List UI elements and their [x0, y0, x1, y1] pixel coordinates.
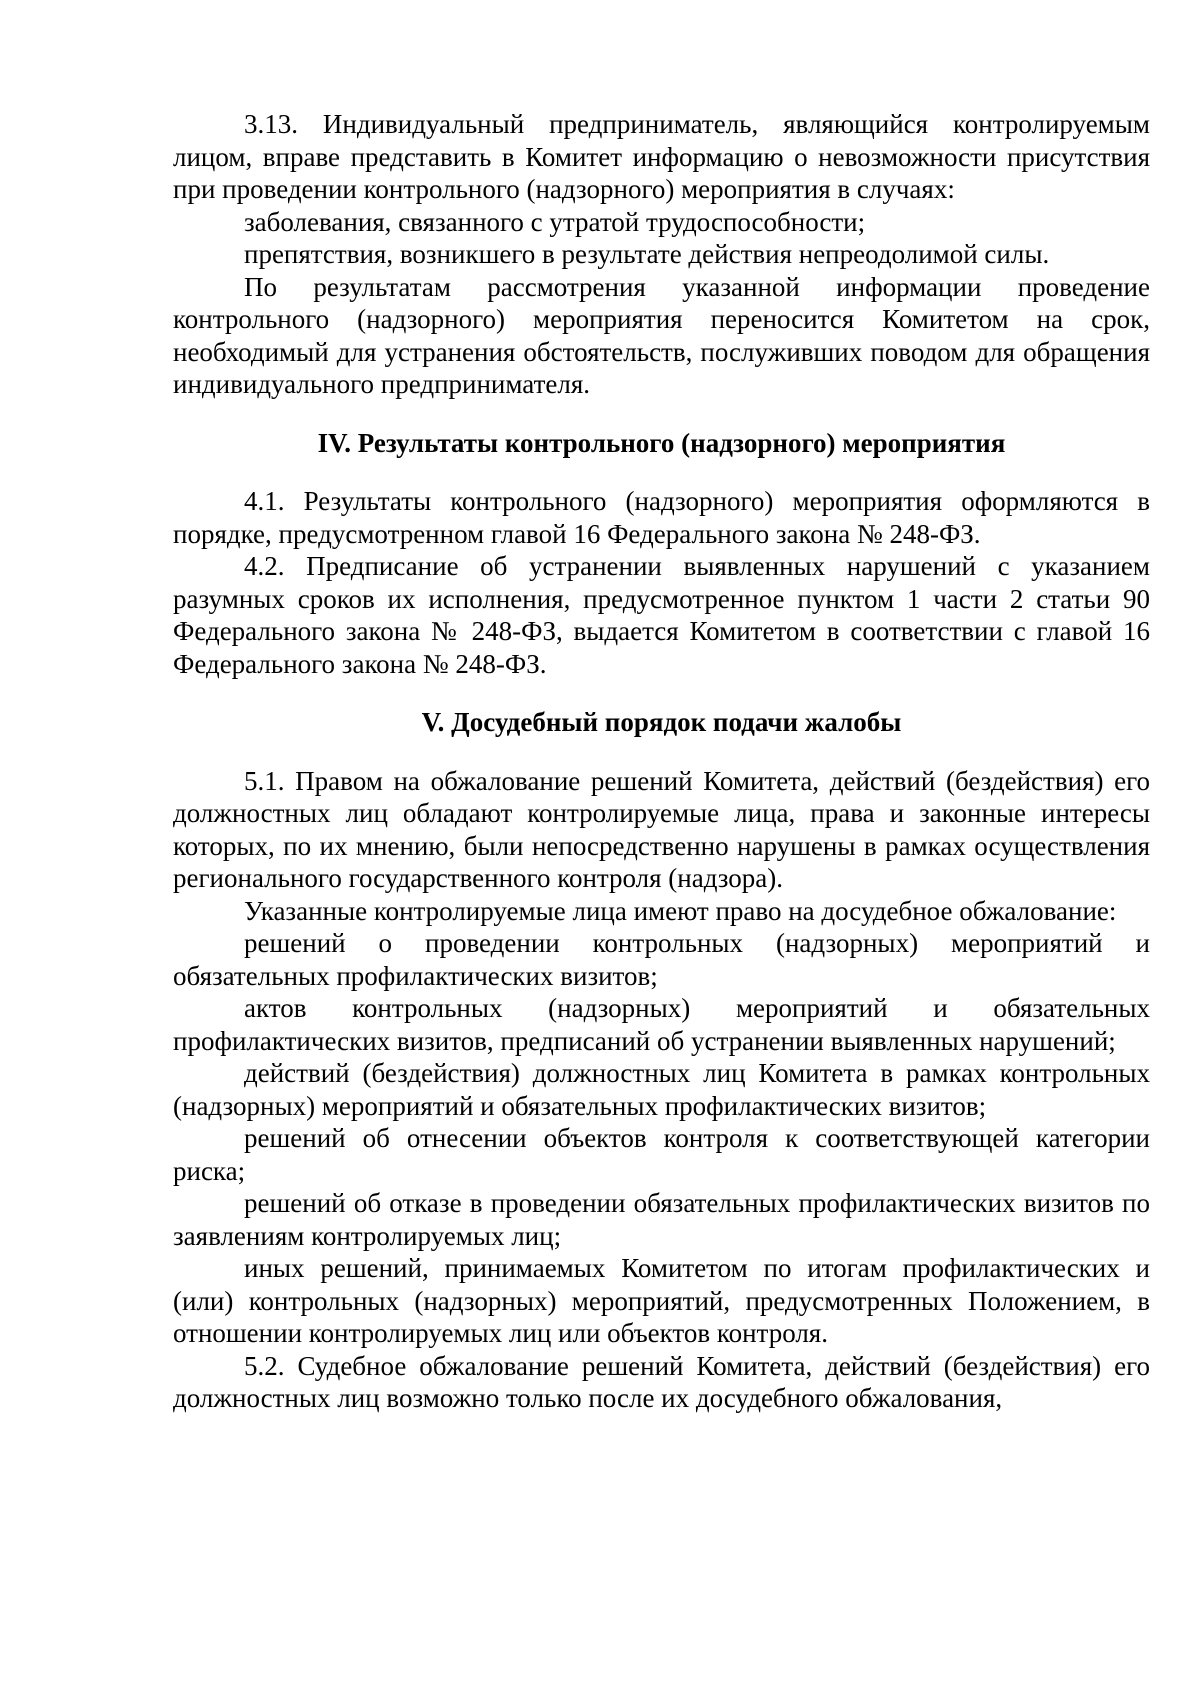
paragraph-postponement: По результатам рассмотрения указанной информации проведение контрольного (надзорного) мероприятия переносится Комитетом на срок, необходимый для устранения обстоятельств, послуживших поводом для обращения индивидуального предпринимателя.: [173, 271, 1150, 399]
list-item-decisions-on-conduct: решений о проведении контрольных (надзорных) мероприятий и обязательных профилактических визитов;: [173, 928, 1150, 991]
list-item-refusal-of-visits: решений об отказе в проведении обязательных профилактических визитов по заявлениям контролируемых лиц;: [173, 1188, 1150, 1251]
list-item-acts: актов контрольных (надзорных) мероприятий и обязательных профилактических визитов, предписаний об устранении выявленных нарушений;: [173, 993, 1150, 1056]
section-heading-iv: IV. Результаты контрольного (надзорного) мероприятия: [317, 427, 1006, 458]
list-item-actions-of-officials: действий (бездействия) должностных лиц Комитета в рамках контрольных (надзорных) мероприятий и обязательных профилактических визитов;: [173, 1058, 1150, 1121]
paragraph-force-majeure: препятствия, возникшего в результате действия непреодолимой силы.: [244, 239, 1050, 269]
section-heading-v: V. Досудебный порядок подачи жалобы: [421, 707, 902, 737]
paragraph-illness: заболевания, связанного с утратой трудоспособности;: [244, 206, 866, 237]
list-item-risk-category: решений об отнесении объектов контроля к соответствующей категории риска;: [173, 1123, 1150, 1186]
paragraph-5-2: 5.2. Судебное обжалование решений Комитета, действий (бездействия) его должностных лиц возможно только после их досудебного обжалования,: [173, 1350, 1150, 1413]
list-item-other-decisions: иных решений, принимаемых Комитетом по итогам профилактических и (или) контрольных (надзорных) мероприятий, предусмотренных Положением, в отношении контролируемых лиц или объектов контроля.: [173, 1253, 1150, 1348]
paragraph-4-2: 4.2. Предписание об устранении выявленных нарушений с указанием разумных сроков их исполнения, предусмотренное пунктом 1 части 2 статьи 90 Федерального закона № 248-ФЗ, выдается Комитетом в соответствии с главой 16 Федерального закона № 248-ФЗ.: [173, 551, 1150, 679]
paragraph-4-1: 4.1. Результаты контрольного (надзорного) мероприятия оформляются в порядке, предусмотренном главой 16 Федерального закона № 248-ФЗ.: [173, 486, 1150, 549]
paragraph-appeal-rights: Указанные контролируемые лица имеют право на досудебное обжалование:: [244, 895, 1117, 926]
paragraph-3-13: 3.13. Индивидуальный предприниматель, являющийся контролируемым лицом, вправе представить в Комитет информацию о невозможности присутствия при проведении контрольного (надзорного) мероприятия в случаях:: [173, 109, 1150, 204]
document-page: [173, 108, 1150, 1415]
paragraph-5-1: 5.1. Правом на обжалование решений Комитета, действий (бездействия) его должностных лиц обладают контролируемые лица, права и законные интересы которых, по их мнению, были непосредственно нарушены в рамках осуществления регионального государственного контроля (надзора).: [173, 765, 1150, 893]
